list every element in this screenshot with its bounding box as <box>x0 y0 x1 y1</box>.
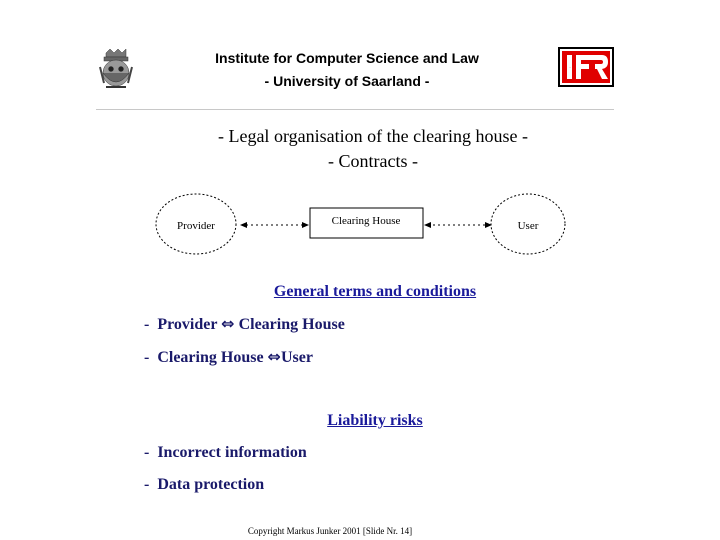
liability-item-2 <box>144 476 264 494</box>
contracts-diagram <box>0 185 720 265</box>
user-label: User <box>517 220 539 232</box>
double-arrow-icon: ⇔ <box>267 347 281 366</box>
provider-label: Provider <box>177 220 215 232</box>
item-left: Provider <box>157 316 218 333</box>
item-left: Clearing House <box>157 349 264 366</box>
header-institute: Institute for Computer Science and Law <box>215 50 479 66</box>
clearing-house-label: Clearing House <box>331 215 401 227</box>
arrow-right-head-1 <box>302 222 309 228</box>
item-right: User <box>280 349 313 366</box>
liability-item-1 <box>144 444 307 462</box>
general-terms-item-1 <box>144 314 345 334</box>
general-terms-item-2 <box>144 347 313 367</box>
arrow-left-head-2 <box>424 222 431 228</box>
bullet-dash: - <box>144 476 150 493</box>
arrow-left-head-1 <box>240 222 247 228</box>
slide-title: - Legal organisation of the clearing house - <box>217 126 529 146</box>
double-arrow-icon: ⇔ <box>221 314 235 333</box>
arrow-right-head-2 <box>485 222 492 228</box>
item-text: Data protection <box>157 476 265 493</box>
header-divider <box>96 109 614 110</box>
copyright-footer: Copyright Markus Junker 2001 [Slide Nr. 14] <box>247 526 413 536</box>
slide-subtitle: - Contracts - <box>328 151 418 171</box>
item-right: Clearing House <box>238 316 345 333</box>
bullet-dash: - <box>144 444 150 461</box>
ifr-logo <box>558 47 614 87</box>
header-university: - University of Saarland - <box>264 73 430 89</box>
liability-heading: Liability risks <box>327 412 423 429</box>
ifr-logo-text: IfR <box>569 68 571 69</box>
general-terms-heading: General terms and conditions <box>273 283 477 300</box>
item-text: Incorrect information <box>157 444 307 461</box>
bullet-dash: - <box>144 316 150 333</box>
bullet-dash: - <box>144 349 150 366</box>
